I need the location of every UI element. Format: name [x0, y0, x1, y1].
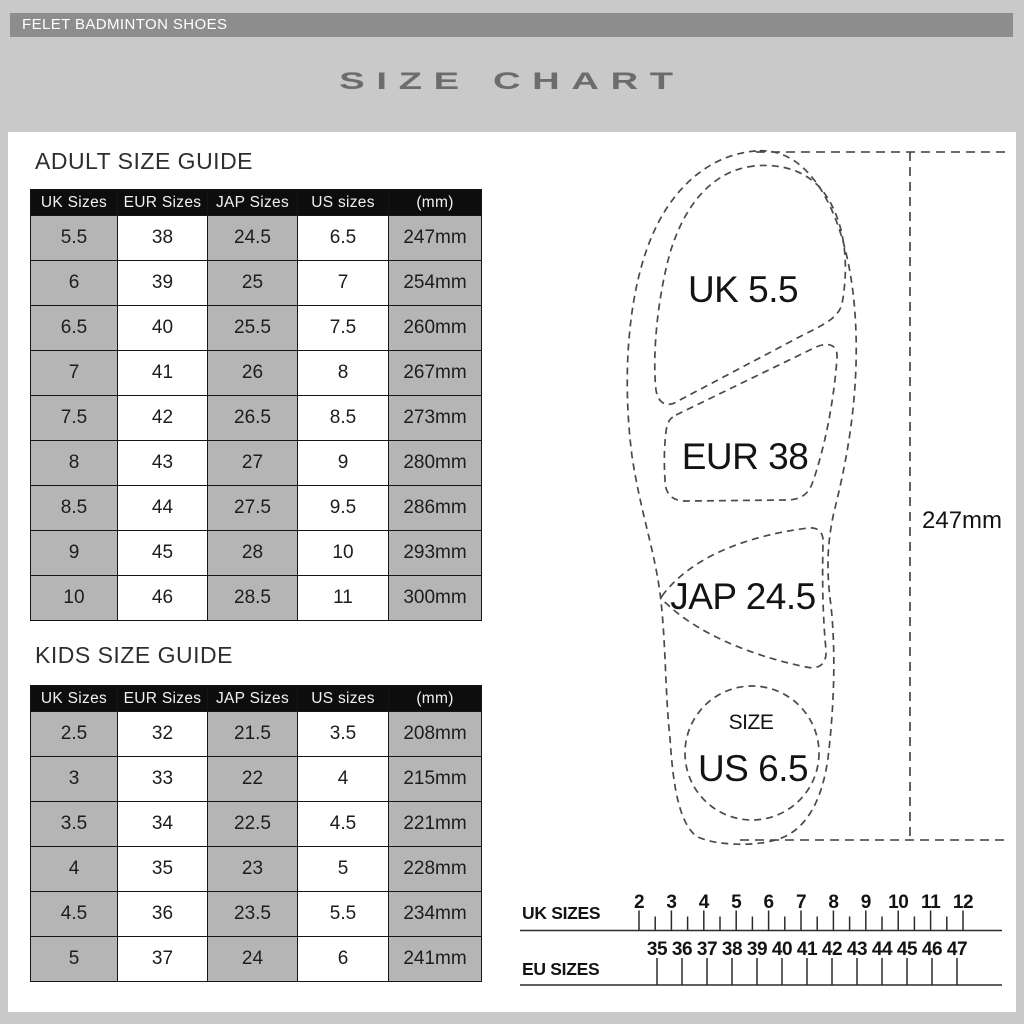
- table-cell: 260mm: [389, 306, 482, 351]
- page-title: [0, 60, 1024, 102]
- table-cell: 7: [298, 261, 389, 306]
- table-cell: 4.5: [31, 892, 118, 937]
- table-cell: 24.5: [208, 216, 298, 261]
- ruler-size-number: 46: [921, 939, 943, 960]
- ruler-size-number: 12: [952, 892, 974, 913]
- table-cell: 46: [118, 576, 208, 621]
- table-cell: 5: [298, 847, 389, 892]
- table-row: [31, 712, 482, 757]
- table-cell: 44: [118, 486, 208, 531]
- table-cell: 26.5: [208, 396, 298, 441]
- table-cell: 8: [298, 351, 389, 396]
- content-panel: [8, 132, 1016, 1012]
- table-cell: 234mm: [389, 892, 482, 937]
- ruler-size-number: 10: [888, 892, 909, 913]
- table-row: [31, 847, 482, 892]
- ruler-size-number: 39: [746, 939, 768, 960]
- size-ruler: [503, 862, 1013, 1007]
- table-cell: 11: [298, 576, 389, 621]
- uk-ruler-ticks: [634, 892, 973, 931]
- column-header-uk-sizes: UK Sizes: [31, 190, 118, 216]
- table-cell: 32: [118, 712, 208, 757]
- table-cell: 3.5: [298, 712, 389, 757]
- table-cell: 23.5: [208, 892, 298, 937]
- table-row: [31, 892, 482, 937]
- table-cell: 37: [118, 937, 208, 982]
- table-cell: 33: [118, 757, 208, 802]
- table-row: [31, 937, 482, 982]
- table-cell: 41: [118, 351, 208, 396]
- table-cell: 39: [118, 261, 208, 306]
- ruler-size-number: 43: [846, 939, 868, 960]
- table-cell: 6.5: [298, 216, 389, 261]
- table-cell: 6.5: [31, 306, 118, 351]
- ruler-size-number: 35: [646, 939, 668, 960]
- ruler-size-number: 9: [860, 892, 871, 913]
- table-row: [31, 261, 482, 306]
- table-row: [31, 757, 482, 802]
- table-cell: 228mm: [389, 847, 482, 892]
- page-title-text: SIZE CHART: [339, 66, 685, 95]
- table-cell: 42: [118, 396, 208, 441]
- table-cell: 22.5: [208, 802, 298, 847]
- ruler-size-number: 42: [821, 939, 843, 960]
- ruler-size-number: 3: [666, 892, 677, 913]
- table-cell: 28.5: [208, 576, 298, 621]
- table-cell: 241mm: [389, 937, 482, 982]
- table-row: [31, 802, 482, 847]
- ruler-size-number: 45: [896, 939, 918, 960]
- table-cell: 35: [118, 847, 208, 892]
- table-cell: 9.5: [298, 486, 389, 531]
- adult-size-guide-title: ADULT SIZE GUIDE: [35, 148, 254, 174]
- table-cell: 27: [208, 441, 298, 486]
- column-header-eur-sizes: EUR Sizes: [118, 190, 208, 216]
- table-cell: 221mm: [389, 802, 482, 847]
- table-cell: 4.5: [298, 802, 389, 847]
- column-header-mm: (mm): [389, 686, 482, 712]
- table-header-row: [31, 190, 482, 216]
- kids-size-table: [30, 685, 482, 982]
- table-row: [31, 531, 482, 576]
- table-row: [31, 486, 482, 531]
- table-cell: 7.5: [31, 396, 118, 441]
- ruler-size-number: 4: [698, 892, 709, 913]
- sole-us-size-label: US 6.5: [697, 748, 809, 789]
- table-cell: 9: [298, 441, 389, 486]
- table-cell: 10: [298, 531, 389, 576]
- sole-uk-size-label: UK 5.5: [687, 269, 799, 310]
- ruler-size-number: 36: [671, 939, 693, 960]
- table-cell: 6: [31, 261, 118, 306]
- table-cell: 28: [208, 531, 298, 576]
- table-cell: 293mm: [389, 531, 482, 576]
- table-row: [31, 216, 482, 261]
- table-cell: 208mm: [389, 712, 482, 757]
- table-header-row: [31, 686, 482, 712]
- table-cell: 286mm: [389, 486, 482, 531]
- sole-jap-size-label: JAP 24.5: [670, 576, 816, 617]
- table-cell: 43: [118, 441, 208, 486]
- table-cell: 4: [298, 757, 389, 802]
- table-cell: 9: [31, 531, 118, 576]
- table-cell: 25.5: [208, 306, 298, 351]
- sole-length-label: 247mm: [922, 507, 1003, 534]
- column-header-eur-sizes: EUR Sizes: [118, 686, 208, 712]
- column-header-uk-sizes: UK Sizes: [31, 686, 118, 712]
- brand-bar: [10, 13, 1013, 37]
- column-header-us-sizes: US sizes: [298, 190, 389, 216]
- table-cell: 7.5: [298, 306, 389, 351]
- ruler-size-number: 11: [921, 892, 941, 913]
- column-header-jap-sizes: JAP Sizes: [208, 190, 298, 216]
- table-cell: 23: [208, 847, 298, 892]
- table-cell: 22: [208, 757, 298, 802]
- ruler-size-number: 2: [633, 892, 645, 913]
- table-row: [31, 396, 482, 441]
- table-cell: 36: [118, 892, 208, 937]
- table-cell: 7: [31, 351, 118, 396]
- sole-mid-zone: [664, 344, 837, 501]
- table-cell: 2.5: [31, 712, 118, 757]
- table-row: [31, 441, 482, 486]
- table-cell: 8.5: [298, 396, 389, 441]
- ruler-size-number: 47: [946, 939, 968, 960]
- table-cell: 6: [298, 937, 389, 982]
- eu-ruler-label: EU SIZES: [522, 959, 600, 979]
- ruler-size-number: 37: [696, 939, 718, 960]
- table-cell: 273mm: [389, 396, 482, 441]
- ruler-size-number: 6: [763, 892, 774, 913]
- ruler-size-number: 7: [795, 892, 807, 913]
- table-cell: 24: [208, 937, 298, 982]
- table-cell: 8.5: [31, 486, 118, 531]
- table-cell: 215mm: [389, 757, 482, 802]
- table-row: [31, 306, 482, 351]
- table-cell: 25: [208, 261, 298, 306]
- uk-ruler-label: UK SIZES: [522, 903, 601, 923]
- eu-ruler-ticks: [647, 939, 967, 985]
- table-cell: 45: [118, 531, 208, 576]
- table-cell: 26: [208, 351, 298, 396]
- ruler-size-number: 40: [771, 939, 793, 960]
- brand-bar-label: FELET BADMINTON SHOES: [22, 16, 228, 33]
- table-cell: 40: [118, 306, 208, 351]
- adult-size-table: [30, 189, 482, 621]
- table-row: [31, 576, 482, 621]
- table-cell: 267mm: [389, 351, 482, 396]
- table-cell: 21.5: [208, 712, 298, 757]
- table-cell: 8: [31, 441, 118, 486]
- kids-size-guide-title: KIDS SIZE GUIDE: [35, 642, 233, 668]
- ruler-size-number: 41: [796, 939, 818, 960]
- ruler-size-number: 38: [721, 939, 743, 960]
- ruler-size-number: 44: [871, 939, 893, 960]
- table-cell: 3: [31, 757, 118, 802]
- column-header-us-sizes: US sizes: [298, 686, 389, 712]
- table-cell: 5.5: [298, 892, 389, 937]
- table-cell: 38: [118, 216, 208, 261]
- ruler-size-number: 8: [828, 892, 839, 913]
- table-cell: 280mm: [389, 441, 482, 486]
- table-cell: 254mm: [389, 261, 482, 306]
- table-cell: 300mm: [389, 576, 482, 621]
- sole-eur-size-label: EUR 38: [681, 436, 809, 477]
- table-cell: 247mm: [389, 216, 482, 261]
- column-header-mm: (mm): [389, 190, 482, 216]
- table-cell: 27.5: [208, 486, 298, 531]
- column-header-jap-sizes: JAP Sizes: [208, 686, 298, 712]
- table-cell: 5.5: [31, 216, 118, 261]
- table-cell: 3.5: [31, 802, 118, 847]
- sole-size-word: SIZE: [728, 711, 774, 734]
- sole-outline: [627, 151, 856, 845]
- shoe-sole-diagram: [500, 138, 1020, 850]
- table-cell: 10: [31, 576, 118, 621]
- table-cell: 5: [31, 937, 118, 982]
- ruler-size-number: 5: [731, 892, 742, 913]
- table-cell: 4: [31, 847, 118, 892]
- table-cell: 34: [118, 802, 208, 847]
- table-row: [31, 351, 482, 396]
